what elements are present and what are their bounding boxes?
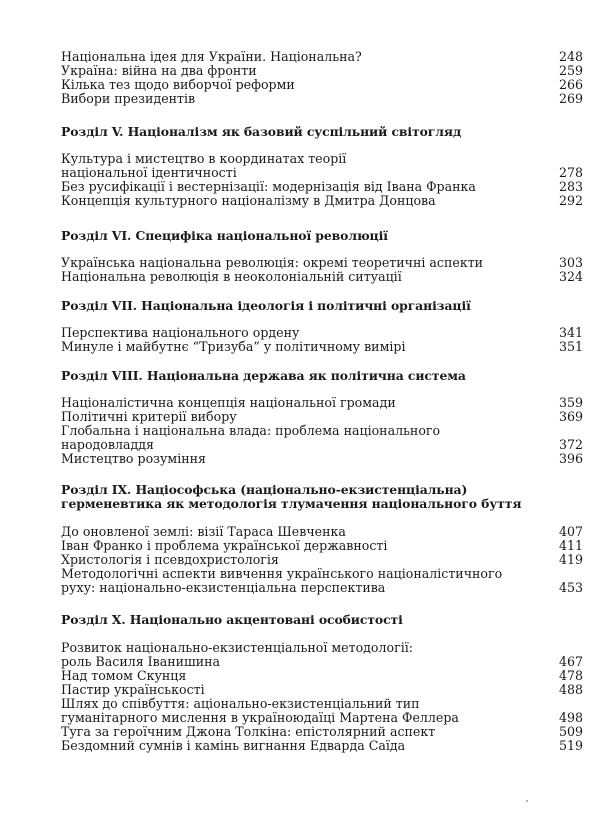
scan-speck [526, 800, 528, 802]
entry-page: 248 [558, 49, 583, 64]
entry-page: 266 [558, 77, 583, 92]
entry-title: гуманітарного мислення в україноюдаїці Мартена Феллера [61, 710, 459, 725]
entry-title: руху: національно-екзистенціальна перспектива [61, 580, 386, 595]
entry-title: роль Василя Іванишина [61, 654, 221, 669]
entry-page: 419 [558, 552, 583, 567]
entry-page: 278 [558, 165, 583, 180]
entry-title: Національна ідея для України. Національна? [61, 49, 362, 64]
entry-page: 283 [558, 179, 583, 194]
entry-page: 509 [558, 724, 583, 739]
entry-title: Політичні критерії вибору [61, 409, 237, 424]
entry-title: Концепція культурного націоналізму в Дмитра Донцова [61, 193, 436, 208]
entry-title: Іван Франко і проблема української державності [61, 538, 388, 553]
entry-page: 488 [558, 682, 583, 697]
entry-title: народовладдя [61, 437, 154, 452]
entry-title: Націоналістична концепція національної громади [61, 395, 396, 410]
section-heading: Розділ IX. Націософська (національно-екзистенціальна) [61, 482, 468, 497]
entry-page: 369 [558, 409, 583, 424]
entry-title: Культура і мистецтво в координатах теорії [61, 151, 347, 166]
entry-title: Національна революція в неоколоніальній ситуації [61, 269, 402, 284]
entry-page: 292 [558, 193, 583, 208]
entry-title: національної ідентичності [61, 165, 237, 180]
entry-title: Пастир українськості [61, 682, 205, 697]
section-heading-continued: герменевтика як методологія тлумачення національного буття [61, 496, 522, 511]
section-heading: Розділ V. Націоналізм як базовий суспільний світогляд [61, 124, 462, 139]
entry-page: 478 [558, 668, 583, 683]
entry-title: Мистецтво розуміння [61, 451, 206, 466]
entry-page: 269 [558, 91, 583, 106]
section-heading: Розділ VIII. Національна держава як політична система [61, 368, 466, 383]
entry-page: 341 [558, 325, 583, 340]
entry-page: 324 [558, 269, 583, 284]
entry-page: 396 [558, 451, 583, 466]
entry-page: 259 [558, 63, 583, 78]
entry-title: Українська національна революція: окремі теоретичні аспекти [61, 255, 484, 270]
entry-title: До оновленої землі: візії Тараса Шевченка [61, 524, 346, 539]
section-heading: Розділ VII. Національна ідеологія і політичні організації [61, 298, 471, 313]
entry-title: Вибори президентів [61, 91, 196, 106]
entry-title: Христологія і псевдохристологія [61, 552, 279, 567]
entry-title: Шлях до співбуття: аціонально-екзистенціальний тип [61, 696, 420, 711]
entry-title: Розвиток національно-екзистенціальної методології: [61, 640, 413, 655]
entry-title: Україна: війна на два фронти [61, 63, 257, 78]
section-heading: Розділ X. Національно акцентовані особистості [61, 612, 403, 627]
entry-page: 519 [558, 738, 583, 753]
entry-title: Туга за героїчним Джона Толкіна: епістолярний аспект [61, 724, 436, 739]
entry-page: 351 [558, 339, 583, 354]
entry-title: Кілька тез щодо виборчої реформи [61, 77, 295, 92]
entry-title: Минуле і майбутнє “Тризуба” у політичному вимірі [61, 339, 406, 354]
entry-page: 372 [558, 437, 583, 452]
entry-page: 467 [558, 654, 583, 669]
entry-page: 453 [558, 580, 583, 595]
entry-title: Глобальна і національна влада: проблема національного [61, 423, 441, 438]
entry-title: Над томом Скунця [61, 668, 187, 683]
entry-title: Без русифікації і вестернізації: модернізація від Івана Франка [61, 179, 476, 194]
entry-page: 359 [558, 395, 583, 410]
section-heading: Розділ VI. Специфіка національної революції [61, 228, 388, 243]
entry-title: Методологічні аспекти вивчення українського націоналістичного [61, 566, 503, 581]
entry-page: 303 [558, 255, 583, 270]
entry-title: Перспектива національного ордену [61, 325, 300, 340]
entry-page: 498 [558, 710, 583, 725]
entry-title: Бездомний сумнів і камінь вигнання Едварда Саїда [61, 738, 406, 753]
entry-page: 407 [558, 524, 583, 539]
entry-page: 411 [558, 538, 583, 553]
